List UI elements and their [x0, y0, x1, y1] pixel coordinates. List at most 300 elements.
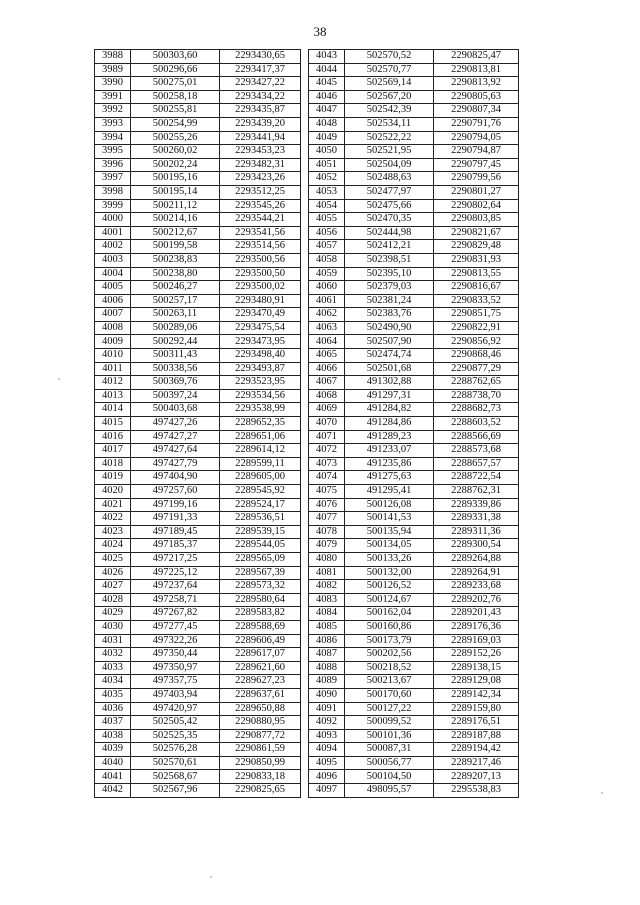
y-coordinate-cell: 2293512,25 [220, 185, 301, 199]
y-coordinate-cell: 2290799,56 [434, 172, 519, 186]
point-number-cell: 4016 [95, 430, 131, 444]
point-number-cell: 4063 [309, 321, 345, 335]
x-coordinate-cell: 502567,96 [131, 784, 220, 798]
table-row [309, 131, 519, 145]
x-coordinate-cell: 498095,57 [345, 784, 434, 798]
x-coordinate-cell: 502570,61 [131, 756, 220, 770]
x-coordinate-cell: 500101,36 [345, 729, 434, 743]
x-coordinate-cell: 502576,28 [131, 743, 220, 757]
table-row [95, 77, 301, 91]
table-row [95, 145, 301, 159]
point-number-cell: 4035 [95, 688, 131, 702]
y-coordinate-cell: 2288603,52 [434, 417, 519, 431]
table-row [309, 634, 519, 648]
y-coordinate-cell: 2290803,85 [434, 213, 519, 227]
y-coordinate-cell: 2289651,06 [220, 430, 301, 444]
x-coordinate-cell: 502525,35 [131, 729, 220, 743]
point-number-cell: 4080 [309, 552, 345, 566]
table-row [95, 512, 301, 526]
y-coordinate-cell: 2288573,68 [434, 444, 519, 458]
y-coordinate-cell: 2289617,07 [220, 648, 301, 662]
table-row [309, 172, 519, 186]
x-coordinate-cell: 502505,42 [131, 716, 220, 730]
x-coordinate-cell: 502490,90 [345, 321, 434, 335]
point-number-cell: 3989 [95, 63, 131, 77]
x-coordinate-cell: 500202,56 [345, 648, 434, 662]
point-number-cell: 4089 [309, 675, 345, 689]
coordinates-table-left [94, 49, 301, 798]
point-number-cell: 4000 [95, 213, 131, 227]
y-coordinate-cell: 2288682,73 [434, 403, 519, 417]
table-row [309, 50, 519, 64]
table-row [95, 784, 301, 798]
y-coordinate-cell: 2289331,38 [434, 512, 519, 526]
point-number-cell: 4087 [309, 648, 345, 662]
point-number-cell: 4071 [309, 430, 345, 444]
y-coordinate-cell: 2289152,26 [434, 648, 519, 662]
y-coordinate-cell: 2288738,70 [434, 389, 519, 403]
table-row [95, 485, 301, 499]
x-coordinate-cell: 500195,16 [131, 172, 220, 186]
point-number-cell: 4030 [95, 620, 131, 634]
point-number-cell: 4032 [95, 648, 131, 662]
y-coordinate-cell: 2289264,91 [434, 566, 519, 580]
table-row [95, 389, 301, 403]
point-number-cell: 4021 [95, 498, 131, 512]
table-row [95, 403, 301, 417]
table-row [95, 566, 301, 580]
point-number-cell: 4007 [95, 308, 131, 322]
x-coordinate-cell: 500202,24 [131, 158, 220, 172]
x-coordinate-cell: 502568,67 [131, 770, 220, 784]
x-coordinate-cell: 491235,86 [345, 457, 434, 471]
y-coordinate-cell: 2290805,63 [434, 90, 519, 104]
table-row [95, 552, 301, 566]
table-row [309, 417, 519, 431]
point-number-cell: 4009 [95, 335, 131, 349]
point-number-cell: 4005 [95, 281, 131, 295]
x-coordinate-cell: 497257,60 [131, 485, 220, 499]
table-row [309, 403, 519, 417]
y-coordinate-cell: 2293498,40 [220, 349, 301, 363]
table-row [95, 729, 301, 743]
point-number-cell: 4068 [309, 389, 345, 403]
point-number-cell: 4056 [309, 226, 345, 240]
table-row [309, 444, 519, 458]
table-row [309, 308, 519, 322]
table-row [309, 267, 519, 281]
x-coordinate-cell: 500162,04 [345, 607, 434, 621]
table-row [309, 471, 519, 485]
y-coordinate-cell: 2290816,67 [434, 281, 519, 295]
x-coordinate-cell: 502379,03 [345, 281, 434, 295]
table-row [309, 199, 519, 213]
x-coordinate-cell: 497350,44 [131, 648, 220, 662]
x-coordinate-cell: 497267,82 [131, 607, 220, 621]
point-number-cell: 4051 [309, 158, 345, 172]
table-row [309, 498, 519, 512]
table-row [309, 512, 519, 526]
table-row [309, 552, 519, 566]
table-row [309, 743, 519, 757]
point-number-cell: 4090 [309, 688, 345, 702]
table-row [95, 675, 301, 689]
point-number-cell: 4081 [309, 566, 345, 580]
point-number-cell: 4008 [95, 321, 131, 335]
x-coordinate-cell: 500132,00 [345, 566, 434, 580]
x-coordinate-cell: 502477,97 [345, 185, 434, 199]
x-coordinate-cell: 500124,67 [345, 593, 434, 607]
y-coordinate-cell: 2289524,17 [220, 498, 301, 512]
y-coordinate-cell: 2290813,92 [434, 77, 519, 91]
x-coordinate-cell: 500126,52 [345, 580, 434, 594]
x-coordinate-cell: 497404,90 [131, 471, 220, 485]
x-coordinate-cell: 500056,77 [345, 756, 434, 770]
x-coordinate-cell: 500214,16 [131, 213, 220, 227]
point-number-cell: 4079 [309, 539, 345, 553]
x-coordinate-cell: 500127,22 [345, 702, 434, 716]
point-number-cell: 4057 [309, 240, 345, 254]
x-coordinate-cell: 502398,51 [345, 253, 434, 267]
x-coordinate-cell: 491284,82 [345, 403, 434, 417]
x-coordinate-cell: 491295,41 [345, 485, 434, 499]
y-coordinate-cell: 2293441,94 [220, 131, 301, 145]
point-number-cell: 4072 [309, 444, 345, 458]
table-row [95, 376, 301, 390]
y-coordinate-cell: 2288762,31 [434, 485, 519, 499]
point-number-cell: 4055 [309, 213, 345, 227]
point-number-cell: 4075 [309, 485, 345, 499]
y-coordinate-cell: 2293500,56 [220, 253, 301, 267]
y-coordinate-cell: 2289627,23 [220, 675, 301, 689]
table-row [309, 457, 519, 471]
table-row [95, 240, 301, 254]
page-number: 38 [313, 24, 327, 39]
table-row [309, 185, 519, 199]
point-number-cell: 4093 [309, 729, 345, 743]
point-number-cell: 4022 [95, 512, 131, 526]
y-coordinate-cell: 2290829,48 [434, 240, 519, 254]
y-coordinate-cell: 2289544,05 [220, 539, 301, 553]
y-coordinate-cell: 2289637,61 [220, 688, 301, 702]
y-coordinate-cell: 2289605,00 [220, 471, 301, 485]
y-coordinate-cell: 2293534,56 [220, 389, 301, 403]
x-coordinate-cell: 502395,10 [345, 267, 434, 281]
x-coordinate-cell: 502504,09 [345, 158, 434, 172]
y-coordinate-cell: 2293500,50 [220, 267, 301, 281]
y-coordinate-cell: 2290791,76 [434, 117, 519, 131]
y-coordinate-cell: 2289588,69 [220, 620, 301, 634]
table-row [95, 253, 301, 267]
y-coordinate-cell: 2293435,87 [220, 104, 301, 118]
y-coordinate-cell: 2289650,88 [220, 702, 301, 716]
table-row [309, 335, 519, 349]
table-row [309, 702, 519, 716]
table-row [309, 620, 519, 634]
table-row [309, 430, 519, 444]
point-number-cell: 4050 [309, 145, 345, 159]
y-coordinate-cell: 2293427,22 [220, 77, 301, 91]
table-row [95, 444, 301, 458]
x-coordinate-cell: 502569,14 [345, 77, 434, 91]
x-coordinate-cell: 502412,21 [345, 240, 434, 254]
y-coordinate-cell: 2289583,82 [220, 607, 301, 621]
table-row [309, 349, 519, 363]
point-number-cell: 4047 [309, 104, 345, 118]
table-row [95, 661, 301, 675]
x-coordinate-cell: 500260,02 [131, 145, 220, 159]
point-number-cell: 4037 [95, 716, 131, 730]
x-coordinate-cell: 502444,98 [345, 226, 434, 240]
x-coordinate-cell: 502507,90 [345, 335, 434, 349]
point-number-cell: 4001 [95, 226, 131, 240]
x-coordinate-cell: 491284,86 [345, 417, 434, 431]
y-coordinate-cell: 2289300,54 [434, 539, 519, 553]
y-coordinate-cell: 2290856,92 [434, 335, 519, 349]
point-number-cell: 4036 [95, 702, 131, 716]
x-coordinate-cell: 500292,44 [131, 335, 220, 349]
scan-speck [58, 378, 60, 380]
table-row [95, 702, 301, 716]
point-number-cell: 4094 [309, 743, 345, 757]
point-number-cell: 4013 [95, 389, 131, 403]
table-row [95, 349, 301, 363]
table-row [309, 117, 519, 131]
y-coordinate-cell: 2290868,46 [434, 349, 519, 363]
x-coordinate-cell: 491275,63 [345, 471, 434, 485]
table-row [309, 389, 519, 403]
y-coordinate-cell: 2293475,54 [220, 321, 301, 335]
y-coordinate-cell: 2289217,46 [434, 756, 519, 770]
point-number-cell: 3993 [95, 117, 131, 131]
y-coordinate-cell: 2293439,20 [220, 117, 301, 131]
point-number-cell: 4040 [95, 756, 131, 770]
y-coordinate-cell: 2293473,95 [220, 335, 301, 349]
y-coordinate-cell: 2290861,59 [220, 743, 301, 757]
table-row [95, 321, 301, 335]
x-coordinate-cell: 502501,68 [345, 362, 434, 376]
y-coordinate-cell: 2289614,12 [220, 444, 301, 458]
x-coordinate-cell: 500289,06 [131, 321, 220, 335]
table-row [309, 226, 519, 240]
point-number-cell: 4031 [95, 634, 131, 648]
y-coordinate-cell: 2293417,37 [220, 63, 301, 77]
table-row [95, 172, 301, 186]
point-number-cell: 4048 [309, 117, 345, 131]
x-coordinate-cell: 497322,26 [131, 634, 220, 648]
y-coordinate-cell: 2290801,27 [434, 185, 519, 199]
x-coordinate-cell: 491233,07 [345, 444, 434, 458]
x-coordinate-cell: 500134,05 [345, 539, 434, 553]
x-coordinate-cell: 502381,24 [345, 294, 434, 308]
y-coordinate-cell: 2289545,92 [220, 485, 301, 499]
coordinates-table-right [308, 49, 519, 798]
x-coordinate-cell: 497427,26 [131, 417, 220, 431]
x-coordinate-cell: 500238,83 [131, 253, 220, 267]
y-coordinate-cell: 2289207,13 [434, 770, 519, 784]
point-number-cell: 4069 [309, 403, 345, 417]
point-number-cell: 4024 [95, 539, 131, 553]
point-number-cell: 4085 [309, 620, 345, 634]
table-row [309, 485, 519, 499]
x-coordinate-cell: 497427,64 [131, 444, 220, 458]
point-number-cell: 4062 [309, 308, 345, 322]
point-number-cell: 3995 [95, 145, 131, 159]
x-coordinate-cell: 500296,66 [131, 63, 220, 77]
y-coordinate-cell: 2289233,68 [434, 580, 519, 594]
point-number-cell: 4096 [309, 770, 345, 784]
y-coordinate-cell: 2290813,81 [434, 63, 519, 77]
point-number-cell: 4066 [309, 362, 345, 376]
table-row [95, 743, 301, 757]
point-number-cell: 4086 [309, 634, 345, 648]
table-row [309, 525, 519, 539]
table-row [95, 185, 301, 199]
y-coordinate-cell: 2290877,29 [434, 362, 519, 376]
x-coordinate-cell: 500087,31 [345, 743, 434, 757]
point-number-cell: 3999 [95, 199, 131, 213]
y-coordinate-cell: 2290807,34 [434, 104, 519, 118]
table-row [95, 417, 301, 431]
y-coordinate-cell: 2289169,03 [434, 634, 519, 648]
y-coordinate-cell: 2290794,05 [434, 131, 519, 145]
y-coordinate-cell: 2290880,95 [220, 716, 301, 730]
y-coordinate-cell: 2289565,09 [220, 552, 301, 566]
table-row [309, 539, 519, 553]
x-coordinate-cell: 500311,43 [131, 349, 220, 363]
table-row [95, 213, 301, 227]
y-coordinate-cell: 2288762,65 [434, 376, 519, 390]
x-coordinate-cell: 497217,25 [131, 552, 220, 566]
table-row [95, 308, 301, 322]
y-coordinate-cell: 2288722,54 [434, 471, 519, 485]
point-number-cell: 3990 [95, 77, 131, 91]
table-row [95, 457, 301, 471]
point-number-cell: 4053 [309, 185, 345, 199]
table-row [309, 321, 519, 335]
point-number-cell: 4042 [95, 784, 131, 798]
point-number-cell: 4012 [95, 376, 131, 390]
x-coordinate-cell: 491289,23 [345, 430, 434, 444]
x-coordinate-cell: 502570,52 [345, 50, 434, 64]
point-number-cell: 4023 [95, 525, 131, 539]
x-coordinate-cell: 500303,60 [131, 50, 220, 64]
table-row [309, 729, 519, 743]
point-number-cell: 3996 [95, 158, 131, 172]
x-coordinate-cell: 497185,37 [131, 539, 220, 553]
x-coordinate-cell: 502521,95 [345, 145, 434, 159]
y-coordinate-cell: 2293545,26 [220, 199, 301, 213]
point-number-cell: 4002 [95, 240, 131, 254]
y-coordinate-cell: 2290794,87 [434, 145, 519, 159]
y-coordinate-cell: 2293500,02 [220, 281, 301, 295]
y-coordinate-cell: 2289599,11 [220, 457, 301, 471]
x-coordinate-cell: 491297,31 [345, 389, 434, 403]
y-coordinate-cell: 2293544,21 [220, 213, 301, 227]
point-number-cell: 4018 [95, 457, 131, 471]
table-row [309, 688, 519, 702]
y-coordinate-cell: 2290831,93 [434, 253, 519, 267]
x-coordinate-cell: 502474,74 [345, 349, 434, 363]
x-coordinate-cell: 502567,20 [345, 90, 434, 104]
y-coordinate-cell: 2290802,64 [434, 199, 519, 213]
point-number-cell: 4025 [95, 552, 131, 566]
table-row [95, 716, 301, 730]
x-coordinate-cell: 500104,50 [345, 770, 434, 784]
x-coordinate-cell: 500255,26 [131, 131, 220, 145]
x-coordinate-cell: 500397,24 [131, 389, 220, 403]
table-row [95, 267, 301, 281]
point-number-cell: 4020 [95, 485, 131, 499]
x-coordinate-cell: 500133,26 [345, 552, 434, 566]
point-number-cell: 4011 [95, 362, 131, 376]
point-number-cell: 4058 [309, 253, 345, 267]
point-number-cell: 4019 [95, 471, 131, 485]
y-coordinate-cell: 2288566,69 [434, 430, 519, 444]
y-coordinate-cell: 2290821,67 [434, 226, 519, 240]
y-coordinate-cell: 2289339,86 [434, 498, 519, 512]
point-number-cell: 4014 [95, 403, 131, 417]
point-number-cell: 3998 [95, 185, 131, 199]
point-number-cell: 4006 [95, 294, 131, 308]
y-coordinate-cell: 2290822,91 [434, 321, 519, 335]
y-coordinate-cell: 2289621,60 [220, 661, 301, 675]
point-number-cell: 4095 [309, 756, 345, 770]
y-coordinate-cell: 2289606,49 [220, 634, 301, 648]
y-coordinate-cell: 2289142,34 [434, 688, 519, 702]
table-row [95, 607, 301, 621]
x-coordinate-cell: 500213,67 [345, 675, 434, 689]
point-number-cell: 4070 [309, 417, 345, 431]
y-coordinate-cell: 2289573,32 [220, 580, 301, 594]
point-number-cell: 3994 [95, 131, 131, 145]
y-coordinate-cell: 2293541,56 [220, 226, 301, 240]
point-number-cell: 4004 [95, 267, 131, 281]
table-row [95, 756, 301, 770]
point-number-cell: 4083 [309, 593, 345, 607]
table-row [309, 580, 519, 594]
point-number-cell: 4065 [309, 349, 345, 363]
y-coordinate-cell: 2289264,88 [434, 552, 519, 566]
y-coordinate-cell: 2289201,43 [434, 607, 519, 621]
y-coordinate-cell: 2289176,36 [434, 620, 519, 634]
x-coordinate-cell: 500199,58 [131, 240, 220, 254]
table-row [95, 471, 301, 485]
point-number-cell: 4064 [309, 335, 345, 349]
table-row [95, 90, 301, 104]
x-coordinate-cell: 497237,64 [131, 580, 220, 594]
y-coordinate-cell: 2289159,80 [434, 702, 519, 716]
y-coordinate-cell: 2293434,22 [220, 90, 301, 104]
point-number-cell: 4046 [309, 90, 345, 104]
table-row [309, 240, 519, 254]
table-row [95, 593, 301, 607]
point-number-cell: 4049 [309, 131, 345, 145]
point-number-cell: 3992 [95, 104, 131, 118]
table-row [309, 661, 519, 675]
table-row [95, 539, 301, 553]
point-number-cell: 4017 [95, 444, 131, 458]
table-row [95, 620, 301, 634]
point-number-cell: 4088 [309, 661, 345, 675]
y-coordinate-cell: 2290825,65 [220, 784, 301, 798]
table-row [95, 63, 301, 77]
point-number-cell: 4092 [309, 716, 345, 730]
point-number-cell: 4097 [309, 784, 345, 798]
y-coordinate-cell: 2293538,99 [220, 403, 301, 417]
table-row [95, 104, 301, 118]
table-row [95, 131, 301, 145]
